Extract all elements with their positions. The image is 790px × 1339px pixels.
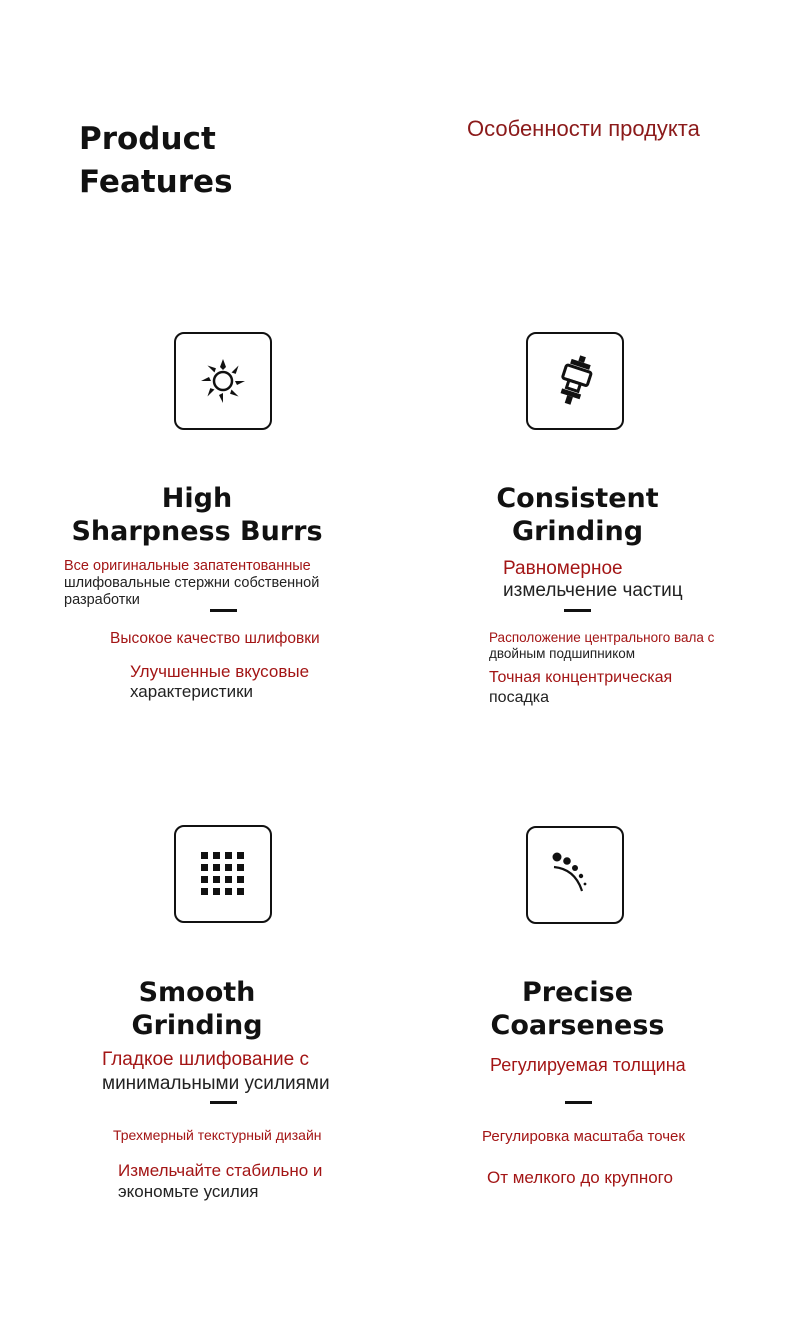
feature-title-line2: Coarseness <box>490 1010 665 1041</box>
grid-dot <box>237 864 244 871</box>
dot-grid-icon <box>193 844 253 904</box>
feature-point-2 <box>118 1160 322 1202</box>
page-title <box>79 118 233 204</box>
grid-dot <box>201 888 208 895</box>
grid-dot <box>225 864 232 871</box>
grid-dot <box>237 852 244 859</box>
grid-dot <box>201 852 208 859</box>
feature-point-2 <box>130 662 309 702</box>
feature-title-line1: Precise <box>521 977 634 1008</box>
feature-description-line1: Регулируемая толщина <box>490 1055 686 1075</box>
feature-title <box>27 482 367 548</box>
feature-description <box>503 558 683 602</box>
feature-title-line1: Smooth <box>138 977 256 1008</box>
sun-burr-icon <box>193 351 253 411</box>
grid-dot <box>201 876 208 883</box>
feature-title-line2: Sharpness Burrs <box>71 516 323 547</box>
grid-dot <box>213 888 220 895</box>
feature-point-2 <box>489 668 672 708</box>
feature-description <box>490 1055 686 1076</box>
feature-icon-box <box>526 332 624 430</box>
grid-dot <box>237 888 244 895</box>
feature-title <box>380 482 775 548</box>
feature-point-1: Регулировка масштаба точек <box>482 1128 685 1145</box>
grid-dot <box>225 888 232 895</box>
feature-title-line2: Grinding <box>511 516 644 547</box>
feature-description-line2: шлифовальные стержни собственной разработки <box>64 575 320 608</box>
feature-description-line1: Все оригинальные запатентованные <box>64 558 311 574</box>
feature-point-2-line1: Точная концентрическая <box>489 669 673 686</box>
grid-dot <box>213 876 220 883</box>
divider-dash <box>210 1101 237 1104</box>
grid-dot <box>213 864 220 871</box>
grid-dot <box>225 876 232 883</box>
feature-point-1-line2: двойным подшипником <box>489 646 636 661</box>
feature-icon-box <box>174 332 272 430</box>
page-title-line2: Features <box>79 164 233 200</box>
feature-title-line1: High <box>161 483 233 514</box>
feature-point-2: От мелкого до крупного <box>487 1168 673 1187</box>
page-title-line1: Product <box>79 121 216 157</box>
divider-dash <box>564 609 591 612</box>
feature-icon-box <box>174 825 272 923</box>
feature-point-1-line1: Расположение центрального вала с <box>489 630 715 645</box>
feature-point-2-line2: экономьте усилия <box>118 1182 259 1201</box>
grid-dot <box>213 852 220 859</box>
feature-point-2-line1: Улучшенные вкусовые <box>130 662 310 681</box>
divider-dash <box>210 609 237 612</box>
feature-point-1 <box>489 630 714 662</box>
feature-title <box>380 976 775 1042</box>
coarseness-scale-icon <box>545 845 605 905</box>
grid-dot <box>201 864 208 871</box>
feature-description-line1: Гладкое шлифование с <box>102 1049 309 1070</box>
feature-description <box>102 1048 330 1096</box>
feature-title-line2: Grinding <box>131 1010 263 1041</box>
feature-description-line2: измельчение частиц <box>503 580 683 601</box>
feature-title-line1: Consistent <box>496 483 659 514</box>
feature-description <box>64 558 395 609</box>
divider-dash <box>565 1101 592 1104</box>
feature-description-line1: Равномерное <box>503 558 623 579</box>
feature-title <box>27 976 367 1042</box>
shaft-bearing-icon <box>545 351 605 411</box>
feature-description-line2: минимальными усилиями <box>102 1073 330 1094</box>
feature-point-2-line2: посадка <box>489 689 550 706</box>
page-subtitle-ru: Особенности продукта <box>467 116 700 141</box>
feature-icon-box <box>526 826 624 924</box>
feature-point-2-line1: Измельчайте стабильно и <box>118 1161 323 1180</box>
grid-dot <box>225 852 232 859</box>
feature-point-2-line2: характеристики <box>130 682 254 701</box>
feature-point-1: Высокое качество шлифовки <box>110 630 320 647</box>
feature-point-1: Трехмерный текстурный дизайн <box>113 1127 322 1143</box>
grid-dot <box>237 876 244 883</box>
